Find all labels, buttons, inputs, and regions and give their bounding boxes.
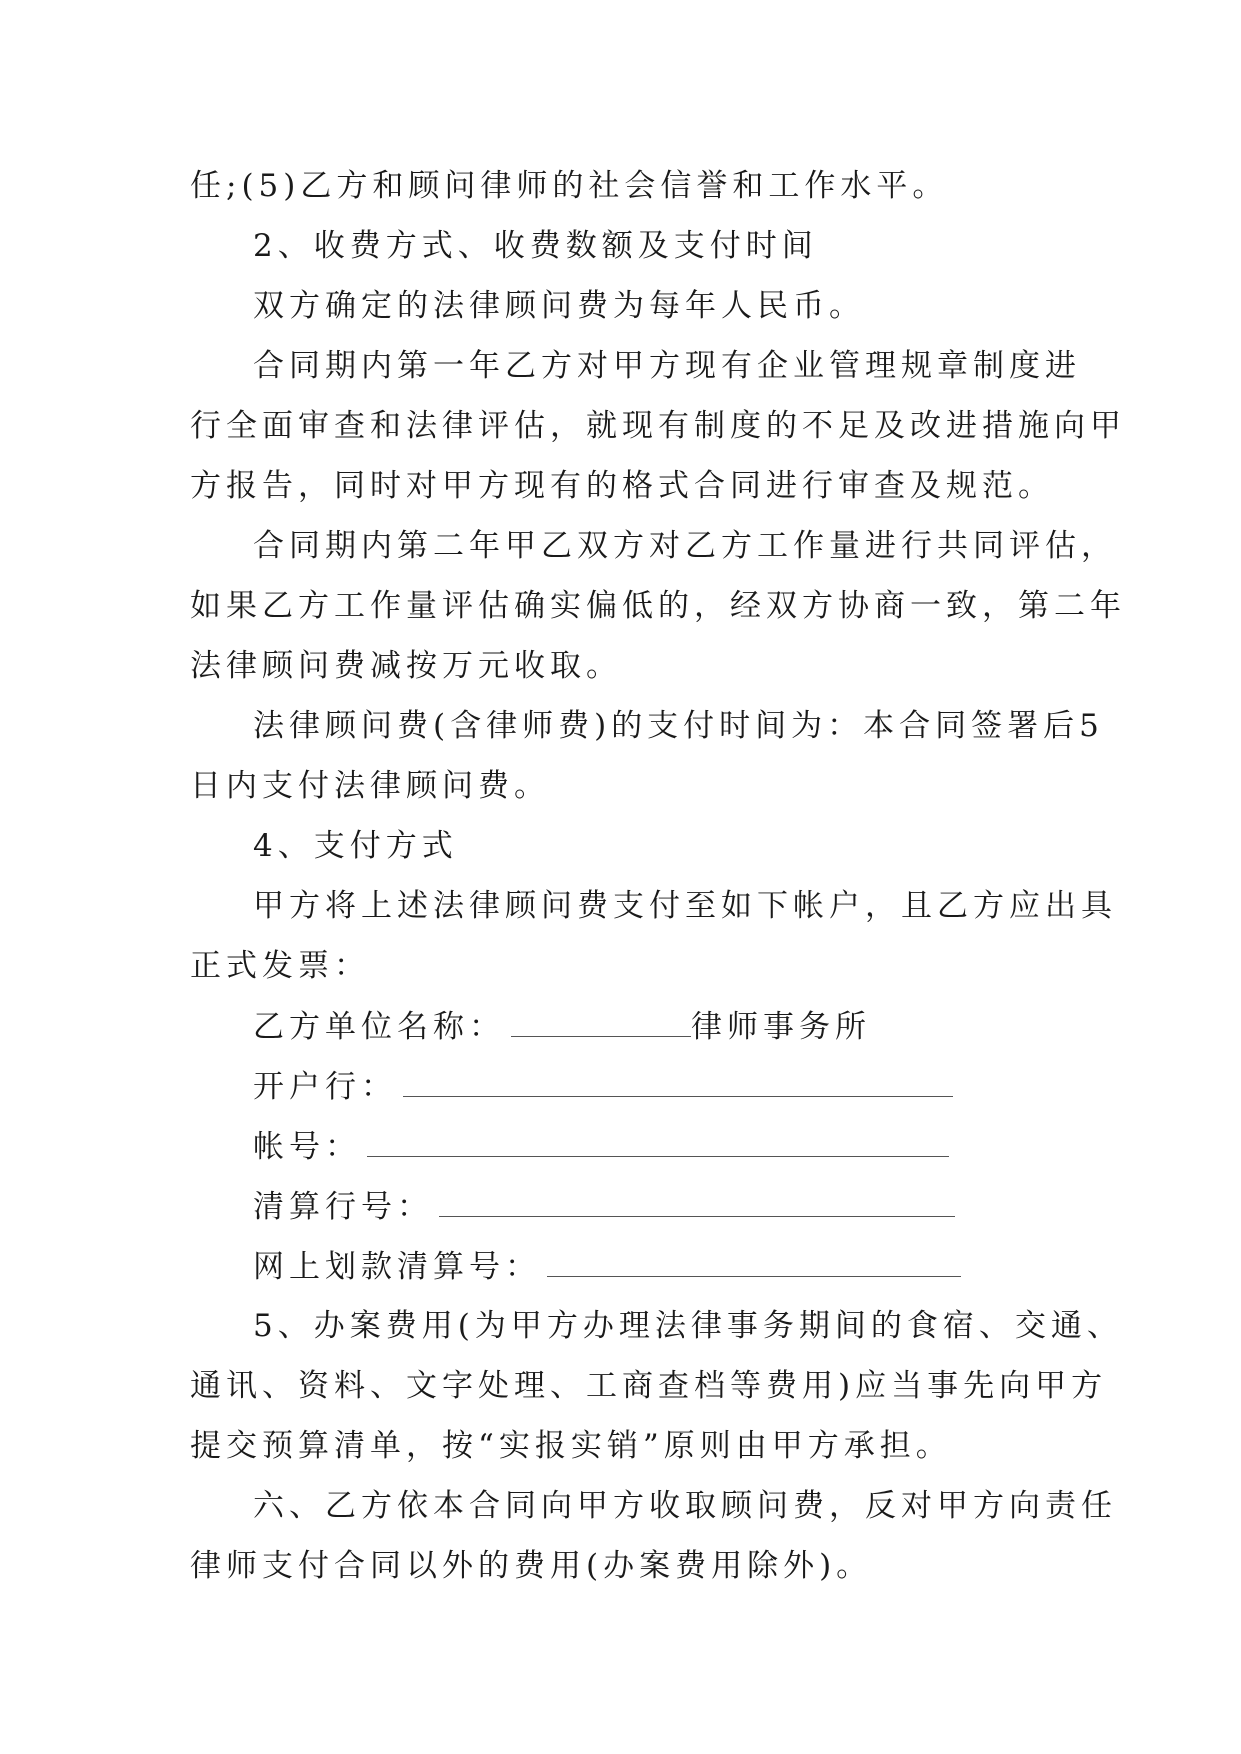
account-row [190,1116,1070,1176]
section-heading-six: 六、乙方依本合同向甲方收取顾问费，反对甲方向责任 [253,1488,1117,1524]
document-body [190,156,1126,1596]
paragraph-line: 提交预算清单，按“实报实销”原则由甲方承担。 [190,1428,952,1464]
unit-name-row [190,996,1070,1056]
paragraph-line: 正式发票： [190,948,370,984]
paragraph-line: 法律顾问费(含律师费)的支付时间为：本合同签署后5 [253,708,1104,744]
paragraph-line: 甲方将上述法律顾问费支付至如下帐户，且乙方应出具 [253,888,1117,924]
online-clearing-row [190,1236,1070,1296]
unit-name-label: 乙方单位名称： [253,1009,505,1045]
paragraph-line: 合同期内第二年甲乙双方对乙方工作量进行共同评估， [253,528,1117,564]
clearing-label: 清算行号： [253,1189,433,1225]
online-clearing-label: 网上划款清算号： [253,1249,541,1285]
paragraph-line: 法律顾问费减按万元收取。 [190,648,622,684]
section-heading-payment: 4、支付方式 [253,828,458,864]
bank-row [190,1056,1070,1116]
paragraph-line: 行全面审查和法律评估，就现有制度的不足及改进措施向甲 [190,408,1126,444]
paragraph-line: 任;(5)乙方和顾问律师的社会信誉和工作水平。 [190,168,949,204]
paragraph-line: 日内支付法律顾问费。 [190,768,550,804]
paragraph-line: 合同期内第一年乙方对甲方现有企业管理规章制度进 [253,348,1081,384]
paragraph-line: 双方确定的法律顾问费为每年人民币。 [253,288,865,324]
clearing-blank [439,1176,955,1217]
clearing-row [190,1176,1070,1236]
bank-label: 开户行： [253,1069,397,1105]
paragraph-line: 律师支付合同以外的费用(办案费用除外)。 [190,1548,873,1584]
section-heading-fee: 2、收费方式、收费数额及支付时间 [253,228,818,264]
paragraph-line: 通讯、资料、文字处理、工商查档等费用)应当事先向甲方 [190,1368,1108,1404]
paragraph-line: 如果乙方工作量评估确实偏低的，经双方协商一致，第二年 [190,588,1126,624]
account-blank [367,1116,949,1157]
unit-name-blank [511,996,691,1037]
paragraph-line: 方报告，同时对甲方现有的格式合同进行审查及规范。 [190,468,1054,504]
account-label: 帐号： [253,1129,361,1165]
online-clearing-blank [547,1236,961,1277]
section-heading-case-fees: 5、办案费用(为甲方办理法律事务期间的食宿、交通、 [253,1308,1123,1344]
unit-name-suffix: 律师事务所 [691,1009,871,1045]
bank-blank [403,1056,953,1097]
